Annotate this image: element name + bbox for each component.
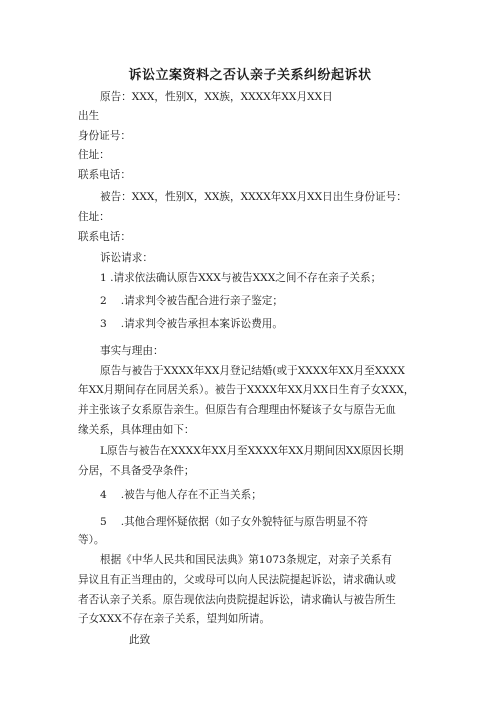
plaintiff-id: 身份证号： bbox=[78, 130, 131, 142]
defendant-address: 住址： bbox=[78, 211, 110, 223]
legal-line: 异议且有正当理由的，父或母可以向人民法院提起诉讼，请求确认或 bbox=[78, 574, 396, 586]
facts-line: 年XX月期间存在同居关系）。被告于XXXX年XX月XX日生育子女XXX， bbox=[78, 384, 415, 396]
legal-line: 子女XXX不存在亲子关系，望判如所请。 bbox=[78, 613, 271, 625]
legal-line: 者否认亲子关系。原告现依法向贵院提起诉讼，请求确认与被告所生 bbox=[78, 594, 396, 606]
defendant-phone: 联系电话： bbox=[78, 231, 131, 243]
claim-item: 2 .请求判令被告配合进行亲子鉴定； bbox=[100, 295, 283, 307]
facts-line: 分居，不具备受孕条件； bbox=[78, 465, 195, 477]
defendant-line-1: 被告：XXX，性别X，XX族，XXXX年XX月XX日出生身份证号： bbox=[100, 191, 407, 203]
claim-item: 3 .请求判令被告承担本案诉讼费用。 bbox=[100, 318, 283, 330]
plaintiff-phone: 联系电话： bbox=[78, 169, 131, 181]
facts-line: 缘关系，具体理由如下： bbox=[78, 424, 195, 436]
legal-line: 根据《中华人民共和国民法典》第1073条规定，对亲子关系有 bbox=[100, 554, 392, 566]
reason-item-cont: 等）。 bbox=[78, 534, 105, 546]
facts-line: L原告与被告在XXXX年XX月至XXXX年XX月期间因XX原因长期 bbox=[100, 445, 404, 457]
plaintiff-line-1: 原告：XXX，性别X，XX族，XXXX年XX月XX日 bbox=[100, 91, 333, 103]
closing-text: 此致 bbox=[129, 634, 151, 646]
document-title: 诉讼立案资料之否认亲子关系纠纷起诉状 bbox=[128, 68, 372, 83]
reason-item: 4 .被告与他人存在不正当关系； bbox=[100, 489, 262, 501]
facts-heading: 事实与理由： bbox=[100, 345, 164, 357]
reason-item: 5 .其他合理怀疑依据（如子女外貌特征与原告明显不符 bbox=[100, 516, 368, 528]
plaintiff-line-2: 出生 bbox=[78, 110, 100, 122]
plaintiff-address: 住址： bbox=[78, 149, 110, 161]
facts-line: 并主张该子女系原告亲生。但原告有合理理由怀疑该子女与原告无血 bbox=[78, 404, 396, 416]
facts-line: 原告与被告于XXXX年XX月登记结婚(或于XXXX年XX月至XXXX bbox=[100, 365, 405, 377]
claims-heading: 诉讼请求： bbox=[100, 252, 153, 264]
claim-item: 1 .请求依法确认原告XXX与被告XXX之间不存在亲子关系； bbox=[100, 272, 382, 284]
